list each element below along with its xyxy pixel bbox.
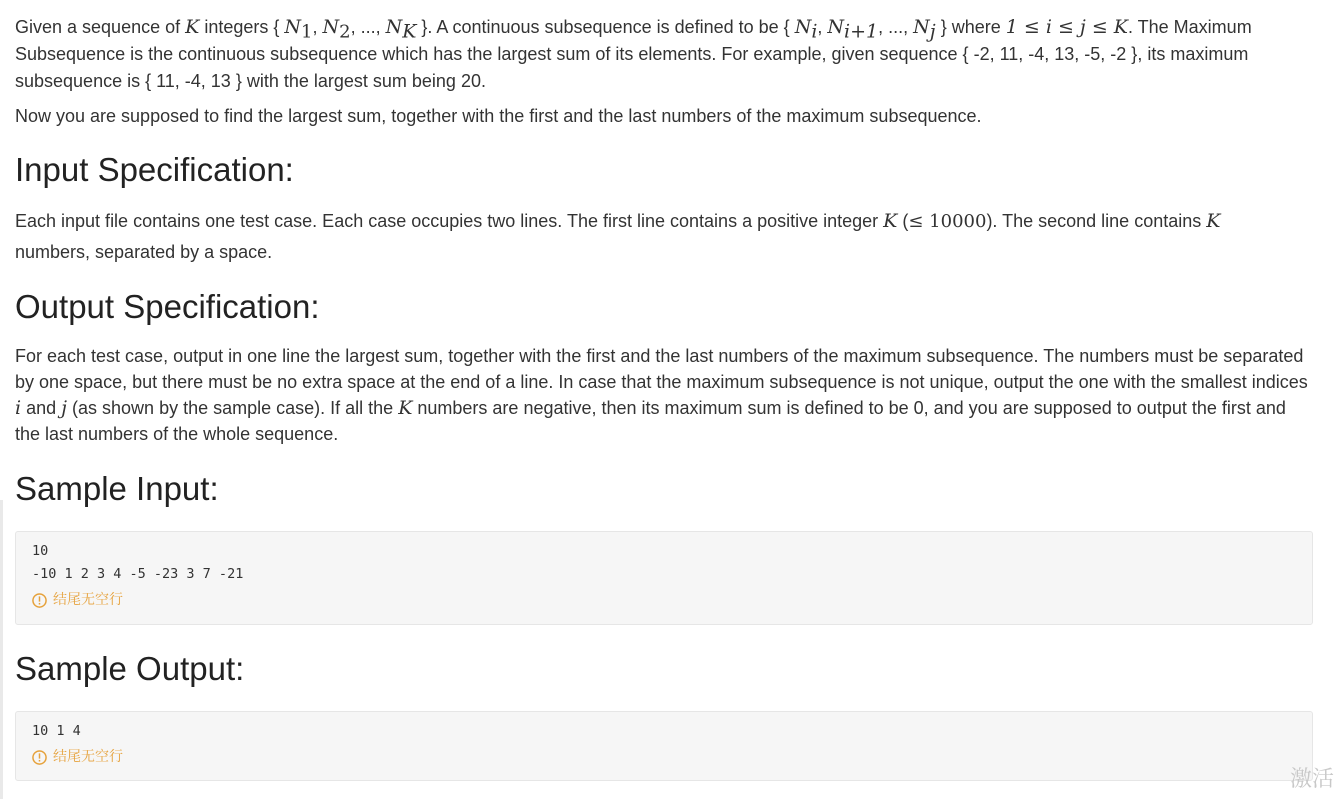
math-N: N (827, 16, 845, 38)
notice-text: 结尾无空行 (53, 592, 123, 608)
text: numbers, separated by a space. (15, 242, 273, 262)
problem-description (15, 14, 1313, 781)
warning-icon (32, 750, 47, 765)
math-i: i (15, 397, 22, 419)
intro-paragraph: Given a sequence of K integers { $N_1$, $N_2$, ..., $N_K$ }. A continuous subsequence is defined to be { $N_i$, $N_{i+1}$, ..., $N_j$ } where 1 ≤ i ≤ j ≤ K. The Maximum Subsequence is the continuous subsequence which has the largest sum of its elements. For example, given sequence { -2, 11, -4, 13, -5, -2 }, its maximum subsequence is { 11, -4, 13 } with the largest sum being 20. (15, 16, 1252, 91)
text: , ..., (350, 17, 386, 37)
sample-input-block[interactable] (15, 531, 1313, 625)
text: Given a sequence of (15, 17, 186, 37)
math-N: N (322, 16, 340, 38)
activation-watermark: 激活 (1290, 767, 1334, 792)
math-sub: 1 (301, 21, 313, 43)
notice-text: 结尾无空行 (53, 749, 123, 765)
math-sub: i+1 (844, 20, 879, 43)
code-line: 10 (32, 543, 49, 559)
sample-output-heading: Sample Output: (15, 650, 245, 687)
code-line: 10 1 4 (32, 723, 81, 739)
sample-input-heading: Sample Input: (15, 470, 219, 507)
math-sub: i (811, 20, 818, 43)
warning-icon (32, 593, 47, 608)
math-N: N (794, 16, 812, 38)
math-K: K (883, 210, 898, 232)
text: ( (897, 211, 909, 231)
text: }. A continuous subsequence is defined to be { (416, 17, 795, 37)
text: and (21, 398, 62, 418)
math-inequality: 1 ≤ i ≤ j ≤ K (1005, 16, 1128, 38)
math-N: N (913, 16, 930, 38)
math-K: K (185, 16, 200, 38)
left-border-bar (0, 500, 3, 799)
math-K: K (1206, 210, 1221, 232)
input-spec-heading: Input Specification: (15, 151, 294, 188)
math-j: j (61, 397, 68, 419)
text: integers { (199, 17, 285, 37)
math-N: N (385, 16, 403, 38)
text: ). The second line contains (986, 211, 1207, 231)
math-sub: K (402, 20, 417, 43)
text: Each input file contains one test case. Each case occupies two lines. The first line contains a positive integer (15, 211, 884, 231)
math-sub: 2 (339, 21, 351, 43)
no-trailing-newline-notice (32, 745, 1296, 769)
no-trailing-newline-notice (32, 588, 1296, 612)
math-bound: ≤ 10000 (908, 211, 987, 232)
task-paragraph: Now you are supposed to find the largest sum, together with the first and the last numbers of the maximum subsequence. (15, 106, 982, 126)
math-N: N (284, 16, 302, 38)
output-spec-heading: Output Specification: (15, 288, 320, 325)
text: numbers are negative, then its maximum sum is defined to be 0, and you are supposed to output the first and the last numbers of the whole sequence. (15, 398, 1286, 444)
input-spec-paragraph (15, 206, 1313, 267)
text: For each test case, output in one line the largest sum, together with the first and the last numbers of the maximum subsequence. The numbers must be separated by one space, but there must be no extra space at the end of a line. In case that the maximum subsequence is not unique, output the one with the smallest indices (15, 346, 1308, 392)
text: (as shown by the sample case). If all the (67, 398, 399, 418)
text: } where (935, 17, 1006, 37)
text: , ..., (878, 17, 914, 37)
math-sub: j (929, 20, 936, 43)
sample-output-block[interactable] (15, 711, 1313, 781)
text: . The Maximum Subsequence is the continuous subsequence which has the largest sum of its elements. For example, given sequence { -2, 11, -4, 13, -5, -2 }, its maximum subsequence is { 11, -4, 13 } with the largest sum being 20. (15, 17, 1252, 91)
output-spec-paragraph (15, 343, 1313, 447)
code-line: -10 1 2 3 4 -5 -23 3 7 -21 (32, 566, 244, 582)
math-K: K (398, 397, 413, 419)
